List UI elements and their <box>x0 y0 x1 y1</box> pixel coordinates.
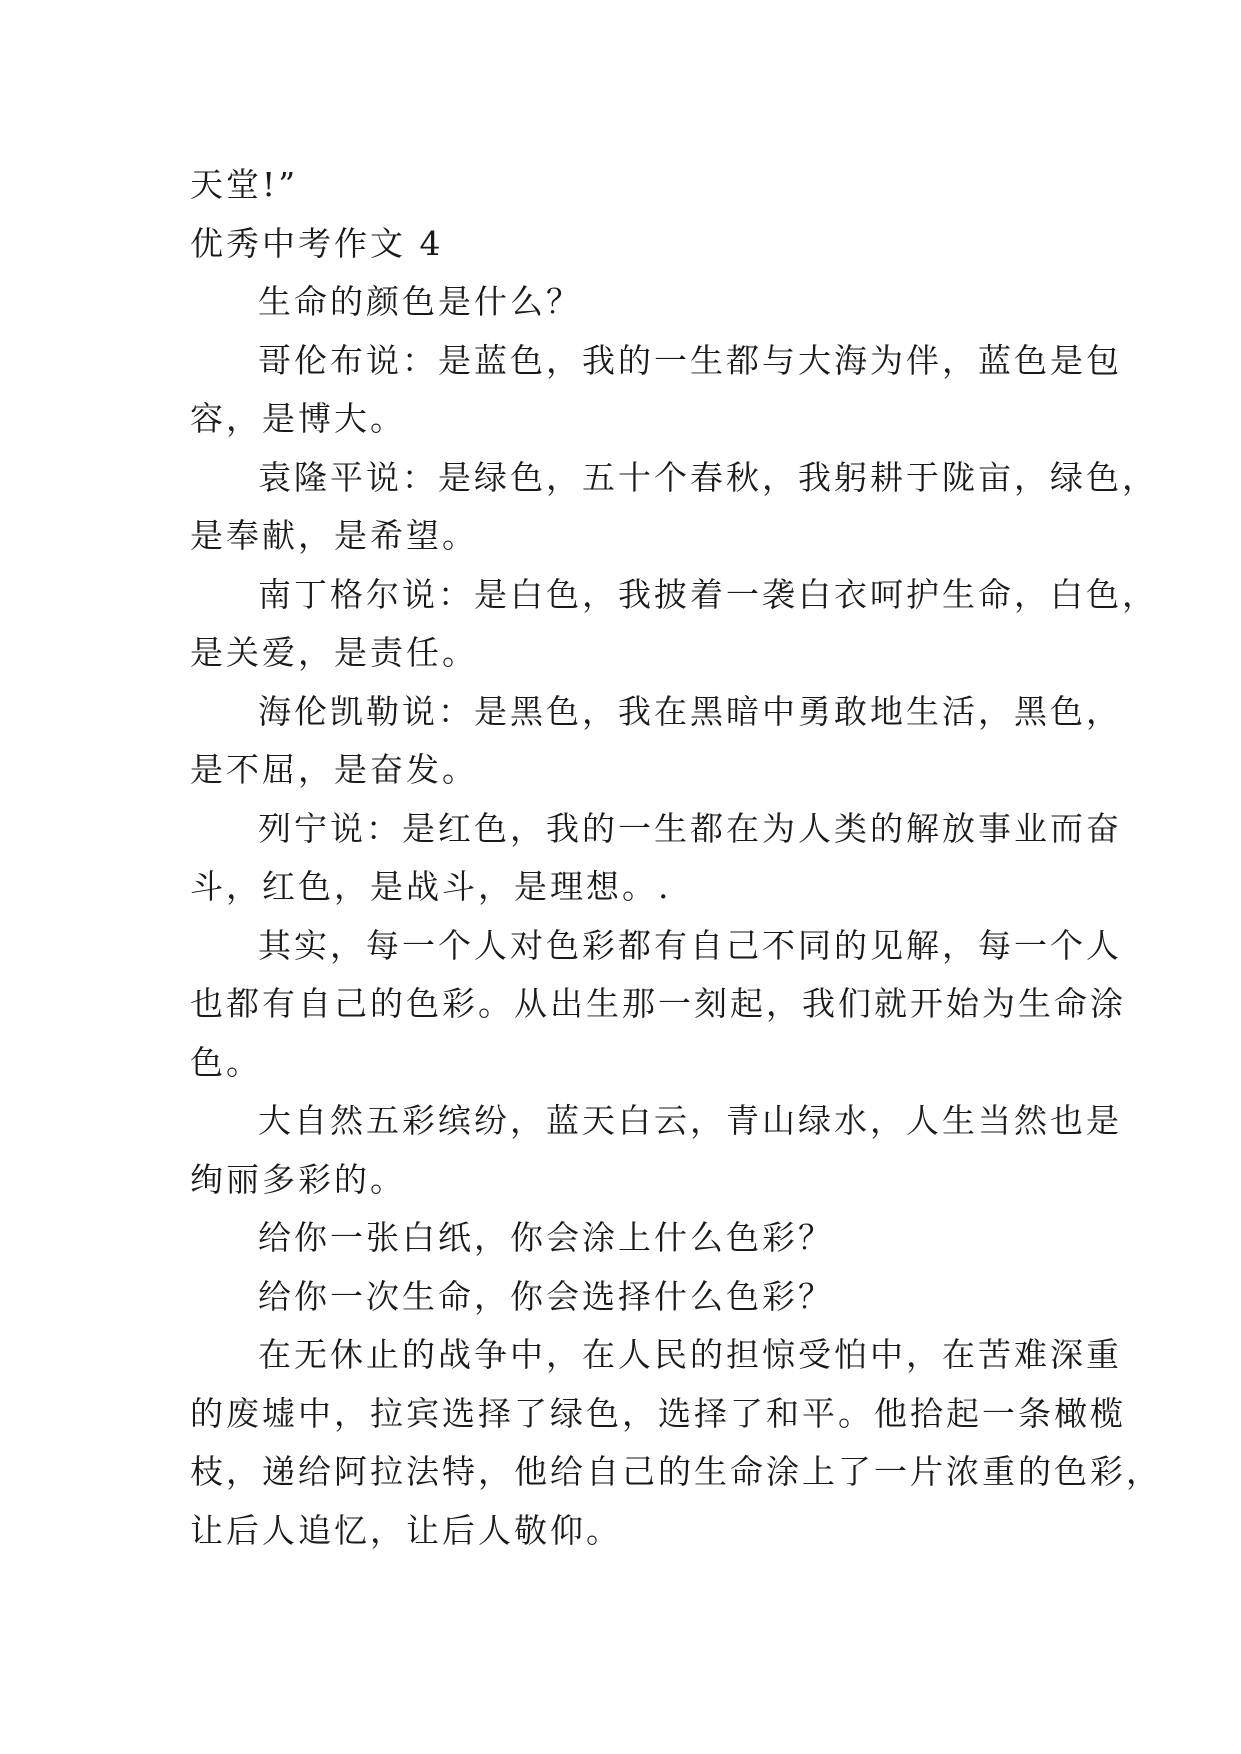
essay-line: 天堂!” <box>190 165 299 204</box>
essay-line: 容，是博大。 <box>190 399 406 438</box>
essay-title: 优秀中考作文 4 <box>190 223 444 263</box>
essay-line: 给你一次生命，你会选择什么色彩？ <box>258 1276 834 1316</box>
essay-line: 让后人追忆，让后人敬仰。 <box>190 1510 622 1550</box>
essay-line: 绚丽多彩的。 <box>190 1159 406 1199</box>
essay-line: 也都有自己的色彩。从出生那一刻起，我们就开始为生命涂 <box>190 984 1126 1023</box>
essay-line: 大自然五彩缤纷，蓝天白云，青山绿水，人生当然也是 <box>258 1101 1122 1140</box>
essay-line: 列宁说：是红色，我的一生都在为人类的解放事业而奋 <box>258 808 1122 848</box>
essay-line: 袁隆平说：是绿色，五十个春秋，我躬耕于陇亩，绿色， <box>258 457 1158 497</box>
essay-line: 给你一张白纸，你会涂上什么色彩？ <box>258 1218 834 1257</box>
essay-line: 是奉献，是希望。 <box>190 516 478 555</box>
essay-line: 海伦凯勒说：是黑色，我在黑暗中勇敢地生活，黑色， <box>258 691 1122 731</box>
essay-line: 在无休止的战争中，在人民的担惊受怕中，在苦难深重 <box>258 1335 1122 1374</box>
essay-line: 生命的颜色是什么？ <box>258 282 582 321</box>
essay-line: 是关爱，是责任。 <box>190 633 478 672</box>
essay-line: 是不屈，是奋发。 <box>190 750 478 789</box>
essay-line: 南丁格尔说：是白色，我披着一袭白衣呵护生命，白色， <box>258 574 1158 614</box>
essay-line: 枝，递给阿拉法特，他给自己的生命涂上了一片浓重的色彩， <box>190 1452 1162 1491</box>
essay-line: 其实，每一个人对色彩都有自己不同的见解，每一个人 <box>258 925 1122 965</box>
essay-line: 哥伦布说：是蓝色，我的一生都与大海为伴，蓝色是包 <box>258 340 1122 380</box>
essay-line: 色。 <box>190 1042 262 1082</box>
essay-line: 斗，红色，是战斗，是理想。. <box>190 867 672 906</box>
essay-body <box>190 156 1162 1560</box>
essay-line: 的废墟中，拉宾选择了绿色，选择了和平。他拾起一条橄榄 <box>190 1393 1126 1433</box>
